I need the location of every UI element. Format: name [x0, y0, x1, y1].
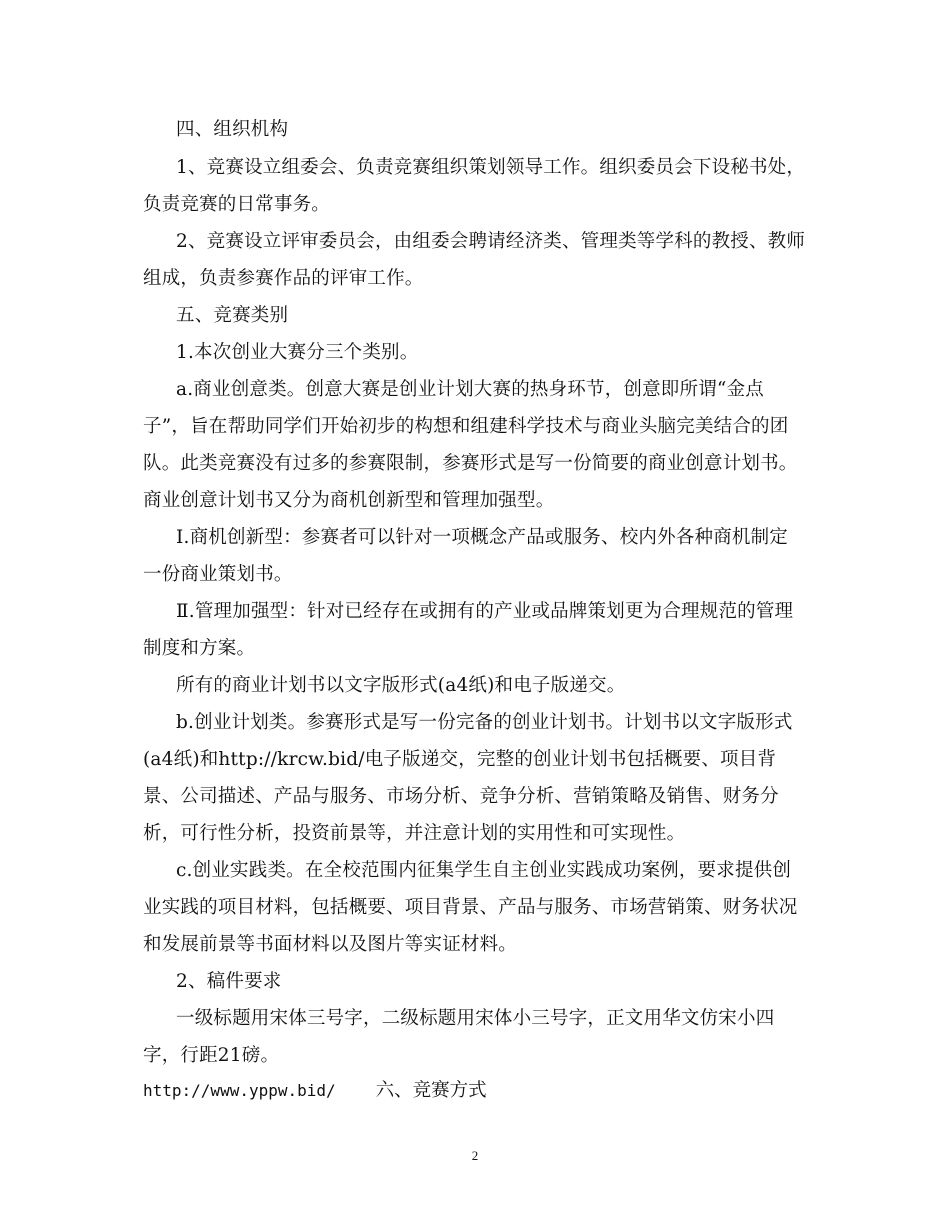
paragraph-line: 负责竞赛的日常事务。 [143, 194, 331, 215]
paragraph-line: 所有的商业计划书以文字版形式(a4纸)和电子版递交。 [176, 675, 626, 696]
page-number: 2 [471, 1148, 479, 1163]
paragraph-line: 队。此类竞赛没有过多的参赛限制，参赛形式是写一份简要的商业创意计划书。 [143, 453, 798, 474]
paragraph-line: c.创业实践类。在全校范围内征集学生自主创业实践成功案例，要求提供创 [176, 860, 792, 881]
paragraph-line: 1、竞赛设立组委会、负责竞赛组织策划领导工作。组织委员会下设秘书处， [176, 157, 806, 178]
paragraph-line: 制度和方案。 [143, 638, 256, 659]
section-heading-categories: 五、竞赛类别 [176, 305, 289, 326]
paragraph-line: Ⅱ.管理加强型：针对已经存在或拥有的产业或品牌策划更为合理规范的管理 [176, 601, 794, 622]
paragraph-line: 析，可行性分析，投资前景等，并注意计划的实用性和可实现性。 [143, 823, 686, 844]
paragraph-line: 和发展前景等书面材料以及图片等实证材料。 [143, 934, 518, 955]
paragraph-line: 子”，旨在帮助同学们开始初步的构想和组建科学技术与商业头脑完美结合的团 [143, 416, 789, 437]
paragraph-line: 一级标题用宋体三号字，二级标题用宋体小三号字，正文用华文仿宋小四 [176, 1008, 775, 1029]
paragraph-line: Ⅰ.商机创新型：参赛者可以针对一项概念产品或服务、校内外各种商机制定 [176, 527, 788, 548]
section-heading-competition-method: 六、竞赛方式 [375, 1080, 487, 1101]
paragraph-line: 字，行距21磅。 [143, 1045, 280, 1066]
paragraph-line: 商业创意计划书又分为商机创新型和管理加强型。 [143, 490, 555, 511]
paragraph-line: 景、公司描述、产品与服务、市场分析、竞争分析、营销策略及销售、财务分 [143, 786, 779, 807]
paragraph-line: 业实践的项目材料，包括概要、项目背景、产品与服务、市场营销策、财务状况 [143, 897, 798, 918]
paragraph-line: 2、竞赛设立评审委员会，由组委会聘请经济类、管理类等学科的教授、教师 [176, 231, 806, 252]
paragraph-line: 一份商业策划书。 [143, 564, 293, 585]
paragraph-line: (a4纸)和http://krcw.bid/电子版递交，完整的创业计划书包括概要、项目背 [143, 749, 777, 770]
section-heading-organization: 四、组织机构 [176, 119, 289, 140]
footer-line [143, 1078, 487, 1104]
paragraph-line: 1.本次创业大赛分三个类别。 [176, 342, 419, 363]
footer-url-link[interactable]: http://www.yppw.bid/ [143, 1081, 336, 1100]
paragraph-line: 组成，负责参赛作品的评审工作。 [143, 268, 424, 289]
paragraph-line: a.商业创意类。创意大赛是创业计划大赛的热身环节，创意即所谓“金点 [176, 379, 764, 400]
paragraph-line: b.创业计划类。参赛形式是写一份完备的创业计划书。计划书以文字版形式 [176, 712, 793, 733]
section-heading-manuscript: 2、稿件要求 [176, 971, 282, 992]
